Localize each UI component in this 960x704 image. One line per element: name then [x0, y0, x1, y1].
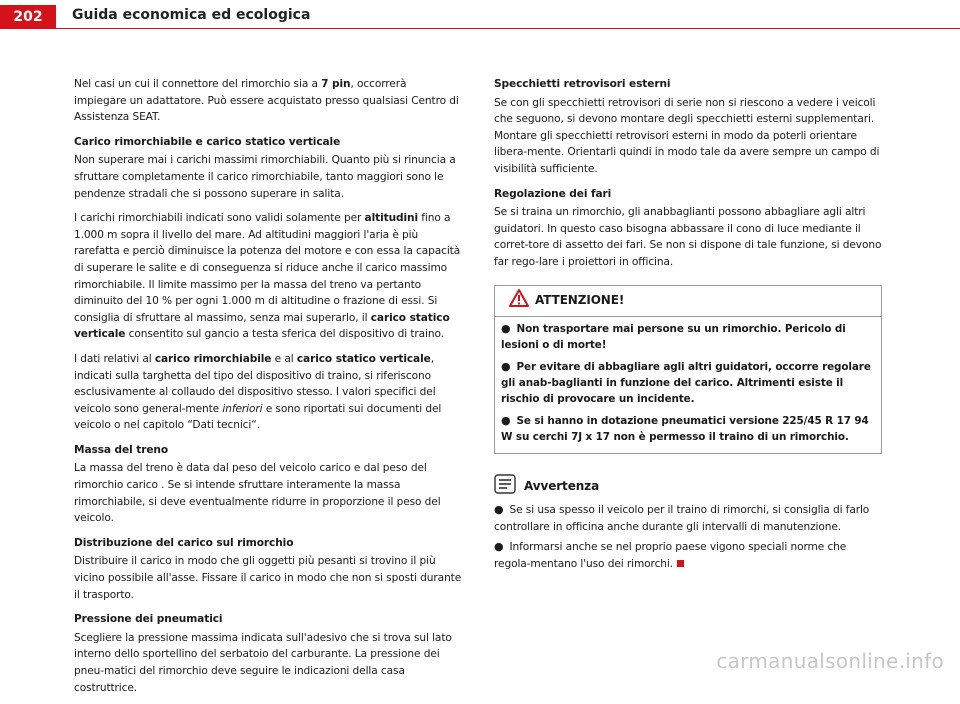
- header-divider: [56, 28, 960, 29]
- heading-pressione: Pressione dei pneumatici: [74, 613, 223, 626]
- warning-title: ATTENZIONE!: [535, 293, 625, 308]
- page-number: 202: [0, 5, 56, 29]
- paragraph-carico: Non superare mai i carichi massimi rimorchiabili. Quanto più si rinuncia a sfruttare completamente il carico rimorchiabile, tanto maggiori sono le pendenze stradali che si possono superare in salita.: [74, 154, 456, 200]
- warning-triangle-icon: [509, 289, 529, 313]
- paragraph-fari: Se si traina un rimorchio, gli anabbaglianti possono abbagliare agli altri guidatori. In questo caso bisogna abbassare il cono di luce mediante il corret-tore di assetto dei fari. Se non si dispone di tale funzione, si devono far rego-lare i proiettori in officina.: [494, 206, 882, 268]
- page-header: [0, 0, 960, 32]
- warning-list: [495, 317, 881, 453]
- warning-item: ● Non trasportare mai persone su un rimorchio. Pericolo di lesioni o di morte!: [501, 321, 846, 351]
- heading-carico: Carico rimorchiabile e carico statico verticale: [74, 135, 341, 148]
- warning-header: [495, 286, 881, 317]
- heading-massa: Massa del treno: [74, 443, 169, 456]
- note-icon: [494, 474, 516, 499]
- note-item: ● Se si usa spesso il veicolo per il traino di rimorchi, si consiglia di farlo controllare in officina anche durante gli intervalli di manutenzione.: [494, 503, 870, 533]
- end-of-section-icon: [677, 560, 684, 567]
- paragraph-pressione: Scegliere la pressione massima indicata sull'adesivo che si trova sul lato interno dello sportellino del serbatoio del carburante. La pressione dei pneu-matici del rimorchio deve seguire le indicazioni della casa costruttrice.: [74, 631, 452, 694]
- warning-item: ● Se si hanno in dotazione pneumatici versione 225/45 R 17 94 W su cerchi 7J x 17 non è permesso il traino di un rimorchio.: [501, 413, 869, 443]
- paragraph-dati: I dati relativi al carico rimorchiabile e al carico statico verticale, indicati sulla targhetta del tipo del dispositivo di traino, si riferiscono esclusivamente al collaudo del dispositivo stesso. I valori specifici del veicolo sono general-mente inferiori e sono riportati sui documenti del veicolo o nel capitolo “Dati tecnici“.: [74, 352, 442, 432]
- warning-item: ● Per evitare di abbagliare agli altri guidatori, occorre regolare gli anab-baglianti in funzione del carico. Altrimenti esiste il rischio di provocare un incidente.: [501, 359, 871, 405]
- heading-specchietti: Specchietti retrovisori esterni: [494, 78, 671, 90]
- watermark: carmanualsonline.info: [716, 649, 944, 673]
- left-column: [74, 76, 462, 704]
- paragraph-distribuzione: Distribuire il carico in modo che gli oggetti più pesanti si trovino il più vicino possibile all'asse. Fissare il carico in modo che non si sposti durante il trasporto.: [74, 555, 462, 601]
- heading-fari: Regolazione dei fari: [494, 187, 612, 200]
- note-header: [494, 474, 884, 499]
- note-item: ● Informarsi anche se nel proprio paese vigono speciali norme che regola-mentano l'uso dei rimorchi.: [494, 540, 847, 570]
- note-title: Avvertenza: [524, 478, 600, 493]
- paragraph-massa: La massa del treno è data dal peso del veicolo carico e dal peso del rimorchio carico . Se si intende sfruttare interamente la massa rimorchiabile, si deve eventualmente ridurre in proporzione il peso del veicolo.: [74, 462, 441, 525]
- heading-distribuzione: Distribuzione del carico sul rimorchio: [74, 536, 294, 549]
- right-column: [494, 76, 884, 573]
- warning-box: [494, 285, 882, 454]
- paragraph-specchietti: Se con gli specchietti retrovisori di serie non si riescono a vedere i veicoli che seguono, si devono montare degli specchietti esterni supplementari. Montare gli specchietti retrovisori esterni in modo da poterli orientare libera-mente. Orientarli quindi in modo tale da avere sempre un campo di visibilità sufficiente.: [494, 96, 880, 175]
- page-title: Guida economica ed ecologica: [72, 7, 311, 23]
- paragraph-adapter: Nel casi un cui il connettore del rimorchio sia a 7 pin, occorrerà impiegare un adattatore. Può essere acquistato presso qualsiasi Centro di Assistenza SEAT.: [74, 78, 459, 124]
- paragraph-altitudini: I carichi rimorchiabili indicati sono validi solamente per altitudini fino a 1.000 m sopra il livello del mare. Ad altitudini maggiori l'aria è più rarefatta e perciò diminuisce la potenza del motore e con essa la capacità di superare le salite e di conseguenza si riduce anche il carico massimo rimorchiabile. Il limite massimo per la massa del treno va pertanto diminuito del 10 % per ogni 1.000 m di altitudine o frazione di essi. Si consiglia di sfruttare al massimo, senza mai superarlo, il carico statico verticale consentito sul gancio a testa sferica del dispositivo di traino.: [74, 212, 461, 341]
